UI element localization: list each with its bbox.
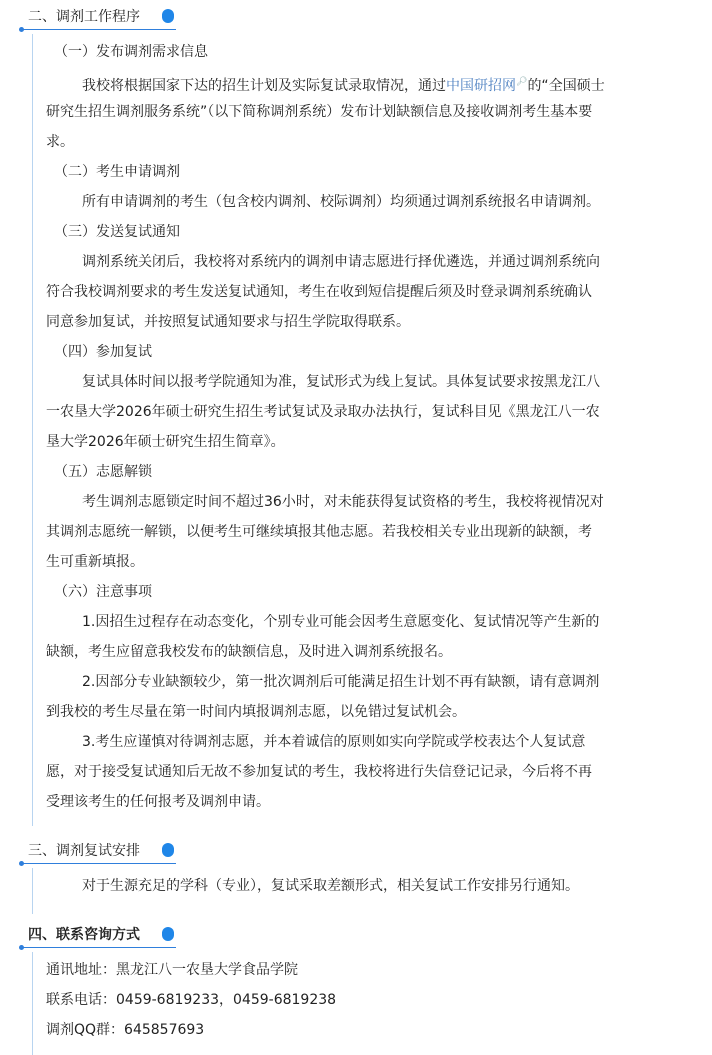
- paragraph-line: 复试具体时间以报考学院通知为准，复试形式为线上复试。具体复试要求按黑龙江八: [82, 374, 600, 390]
- vertical-rule: [32, 868, 33, 914]
- divider: [22, 29, 176, 30]
- paragraph-line: 受理该考生的任何报考及调剂申请。: [46, 794, 270, 810]
- divider: [22, 863, 176, 864]
- contact-address: 通讯地址：黑龙江八一农垦大学食品学院: [46, 962, 298, 978]
- paragraph-line: 愿，对于接受复试通知后无故不参加复试的考生，我校将进行失信登记记录，今后将不再: [46, 764, 592, 780]
- subheading: （二）考生申请调剂: [54, 164, 180, 180]
- paragraph-line: 考生调剂志愿锁定时间不超过36小时，对未能获得复试资格的考生，我校将视情况对: [82, 494, 604, 510]
- vertical-rule: [32, 952, 33, 1055]
- section-title: 二、调剂工作程序: [28, 9, 140, 25]
- blue-dot-icon: [162, 843, 174, 857]
- contact-phone: 联系电话：0459-6819233，0459-6819238: [46, 992, 337, 1008]
- blue-dot-icon: [162, 9, 174, 23]
- paragraph-line: 调剂系统关闭后，我校将对系统内的调剂申请志愿进行择优遴选，并通过调剂系统向: [82, 254, 600, 270]
- subheading: （一）发布调剂需求信息: [54, 44, 208, 60]
- paragraph-line: 到我校的考生尽量在第一时间内填报调剂志愿，以免错过复试机会。: [46, 704, 466, 720]
- paragraph-line: 一农垦大学2026年硕士研究生招生考试复试及录取办法执行，复试科目见《黑龙江八一农: [46, 404, 600, 420]
- subheading: （四）参加复试: [54, 344, 152, 360]
- paragraph-line: 对于生源充足的学科（专业），复试采取差额形式，相关复试工作安排另行通知。: [82, 878, 579, 894]
- section-title: 三、调剂复试安排: [28, 843, 140, 859]
- paragraph-line: 求。: [46, 134, 74, 150]
- paragraph-line: 我校将根据国家下达的招生计划及实际复试录取情况，通过中国研招网🔎︎的“全国硕士: [82, 77, 605, 94]
- paragraph-line: 生可重新填报。: [46, 554, 144, 570]
- dot-icon: [19, 861, 24, 866]
- paragraph-line: 2.因部分专业缺额较少，第一批次调剂后可能满足招生计划不再有缺额，请有意调剂: [82, 674, 600, 690]
- paragraph-line: 1.因招生过程存在动态变化，个别专业可能会因考生意愿变化、复试情况等产生新的: [82, 614, 600, 630]
- paragraph-line: 符合我校调剂要求的考生发送复试通知，考生在收到短信提醒后须及时登录调剂系统确认: [46, 284, 592, 300]
- paragraph-line: 缺额，考生应留意我校发布的缺额信息，及时进入调剂系统报名。: [46, 644, 452, 660]
- paragraph-line: 同意参加复试，并按照复试通知要求与招生学院取得联系。: [46, 314, 410, 330]
- subheading: （六）注意事项: [54, 584, 152, 600]
- yanzhao-link[interactable]: 中国研招网: [446, 78, 516, 94]
- vertical-rule: [32, 34, 33, 826]
- divider: [22, 947, 176, 948]
- contact-qq: 调剂QQ群：645857693: [46, 1022, 205, 1038]
- subheading: （五）志愿解锁: [54, 464, 152, 480]
- paragraph-line: 垦大学2026年硕士研究生招生简章》。: [46, 434, 285, 450]
- paragraph-line: 其调剂志愿统一解锁，以便考生可继续填报其他志愿。若我校相关专业出现新的缺额，考: [46, 524, 592, 540]
- blue-dot-icon: [162, 927, 174, 941]
- paragraph-line: 3.考生应谨慎对待调剂志愿，并本着诚信的原则如实向学院或学校表达个人复试意: [82, 734, 586, 750]
- dot-icon: [19, 27, 24, 32]
- search-icon: 🔎︎: [516, 77, 528, 87]
- paragraph-line: 研究生招生调剂服务系统”（以下简称调剂系统）发布计划缺额信息及接收调剂考生基本要: [46, 104, 593, 120]
- section-title: 四、联系咨询方式: [28, 927, 140, 943]
- subheading: （三）发送复试通知: [54, 224, 180, 240]
- dot-icon: [19, 945, 24, 950]
- paragraph-line: 所有申请调剂的考生（包含校内调剂、校际调剂）均须通过调剂系统报名申请调剂。: [82, 194, 600, 210]
